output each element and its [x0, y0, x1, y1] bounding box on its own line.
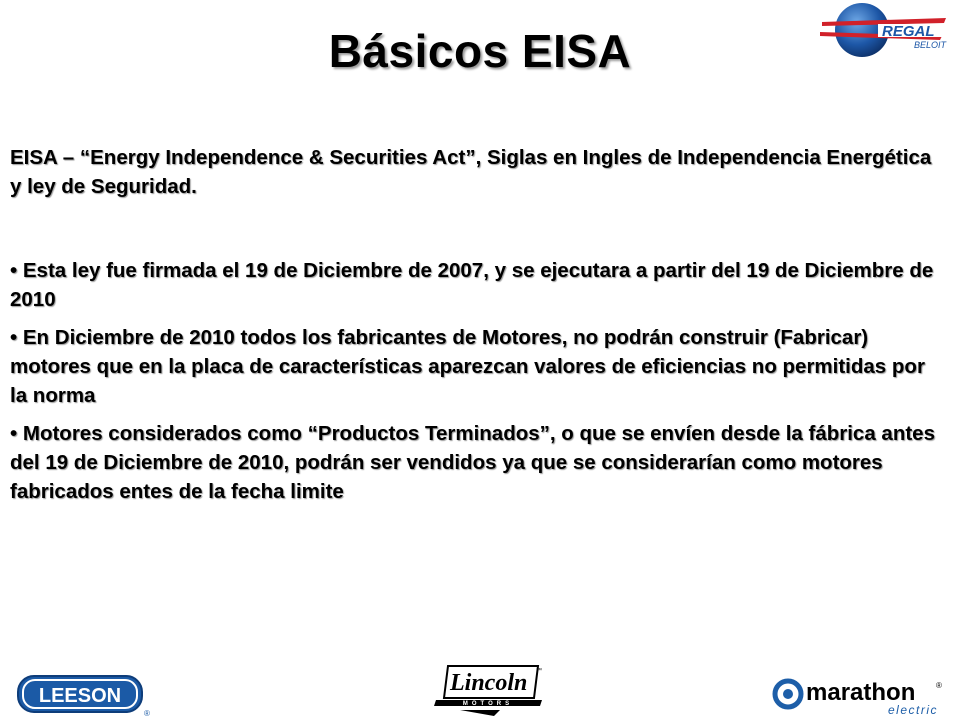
leeson-wordmark: LEESON	[38, 685, 122, 707]
marathon-electric-logo	[770, 672, 950, 718]
regal-beloit-logo	[818, 0, 958, 60]
leeson-logo	[16, 672, 150, 718]
lincoln-trademark: ™	[536, 668, 542, 674]
bullet-list	[10, 256, 945, 515]
marathon-wordmark: marathon	[806, 679, 916, 706]
lincoln-motors-text: MOTORS	[462, 701, 514, 707]
lincoln-wordmark: Lincoln	[450, 670, 528, 696]
bullet-signed-date: • Esta ley fue firmada el 19 de Diciembre de 2007, y se ejecutara a partir del 19 de Diciembre de 2010	[10, 259, 934, 311]
regal-wordmark: REGAL	[882, 23, 935, 40]
marathon-registered-mark: ®	[936, 681, 942, 690]
eisa-definition: EISA – “Energy Independence & Securities Act”, Siglas en Ingles de Independencia Energética y ley de Seguridad.	[10, 146, 932, 198]
leeson-registered-mark: ®	[144, 709, 150, 718]
slide-title: Básicos EISA	[328, 25, 632, 77]
beloit-wordmark: BELOIT	[914, 40, 947, 50]
bullet-finished-products: • Motores considerados como “Productos Terminados”, o que se envíen desde la fábrica antes del 19 de Diciembre de 2010, podrán ser vendidos ya que se considerarían como motores fabricados entes de la fecha limite	[10, 422, 935, 503]
electric-wordmark: electric	[888, 703, 939, 717]
bullet-manufacturers: • En Diciembre de 2010 todos los fabricantes de Motores, no podrán construir (Fabricar) motores que en la placa de características aparezcan valores de eficiencias no permitidas por la norma	[10, 326, 925, 407]
lincoln-motors-logo	[430, 660, 550, 718]
